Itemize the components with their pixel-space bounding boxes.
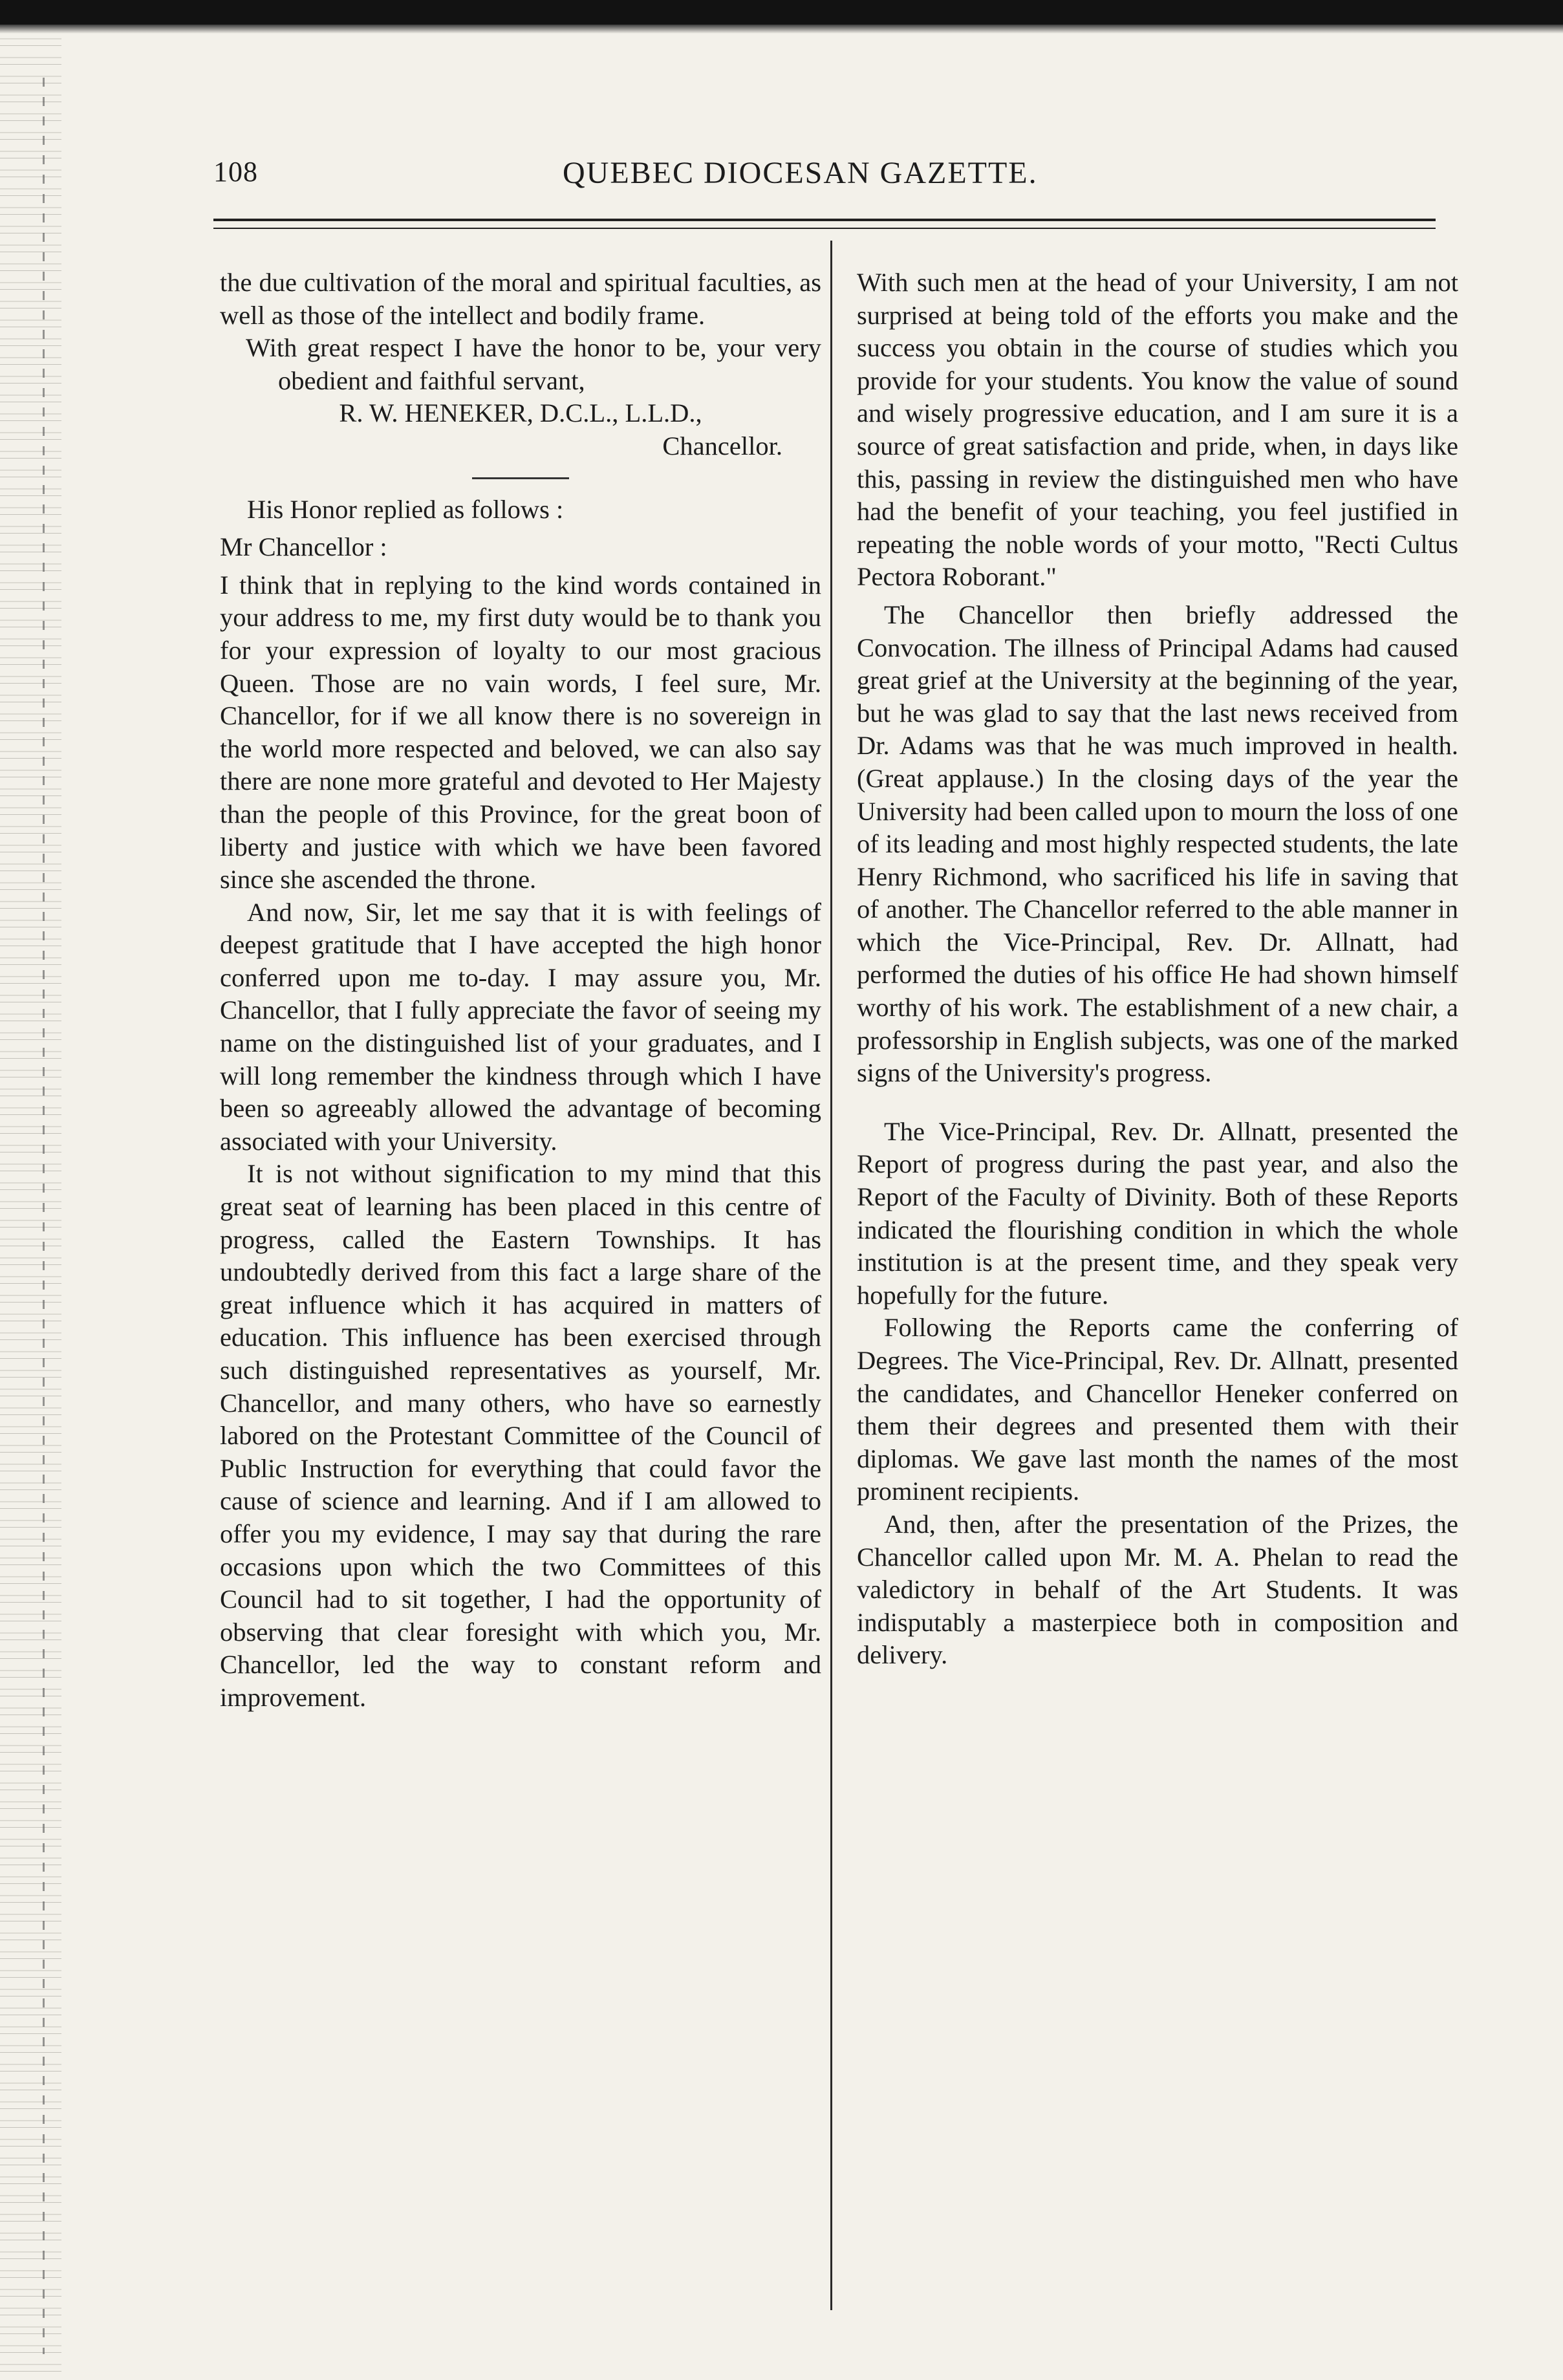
header-rule-thin	[213, 228, 1436, 229]
reply-paragraph-university: With such men at the head of your University, I am not surprised at being told of the efforts you make and the success you obtain in the course of studies which you provide for your students. You know the value of sound and wisely progressive education, and I am sure it is a source of great satisfaction and pride, when, in days like this, passing in review the distinguished men who have had the benefit of your teaching, you feel justified in repeating the noble words of your motto, "Recti Cultus Pectora Roborant."	[857, 268, 1458, 592]
left-column	[220, 266, 821, 1715]
spacer	[857, 1090, 1458, 1116]
paragraph-continuation: the due cultivation of the moral and spiritual faculties, as well as those of the intellect and bodily frame.	[220, 268, 821, 330]
vice-principal-report-paragraph: The Vice-Principal, Rev. Dr. Allnatt, presented the Report of progress during the past year, and also the Report of the Faculty of Divinity. Both of these Reports indicated the flourishing condition in which the whole institution is at the present time, and they speak very hopefully for the future.	[857, 1116, 1458, 1310]
section-separator	[472, 477, 569, 479]
conferring-degrees-paragraph: Following the Reports came the conferring of Degrees. The Vice-Principal, Rev. Dr. Allnatt, presented the candidates, and Chancellor Heneker conferred on them their degrees and presented them with their diplomas. We gave last month the names of the most prominent recipients.	[857, 1313, 1458, 1506]
chancellor-address-paragraph: The Chancellor then briefly addressed the Convocation. The illness of Principal Adams had caused great grief at the University at the beginning of the year, but he was glad to say that the last news received from Dr. Adams was that he was much improved in health. (Great applause.) In the closing days of the year the University had been called upon to mourn the loss of one of its leading and most highly respected students, the late Henry Richmond, who sacrificed his life in saving that of another. The Chancellor referred to the able manner in which the Vice-Principal, Rev. Dr. Allnatt, had performed the duties of his office He had shown himself worthy of his work. The establishment of a new chair, a professorship in English subjects, was one of the marked signs of the University's progress.	[857, 600, 1458, 1088]
spacer	[220, 564, 821, 569]
reply-intro: His Honor replied as follows :	[247, 494, 564, 524]
reply-paragraph-gratitude: And now, Sir, let me say that it is with feelings of deepest gratitude that I have accepted the high honor conferred upon me to-day. I may assure you, Mr. Chancellor, that I fully appreciate the favor of seeing my name on the distinguished list of your graduates, and I will long remember the kindness through which I have been so agreeably allowed the advantage of becoming associated with your University.	[220, 897, 821, 1156]
scan-left-margin-noise	[0, 34, 61, 2380]
scan-top-shadow	[0, 25, 1563, 34]
header-rule-thick	[213, 219, 1436, 221]
spacer	[857, 594, 1458, 599]
scan-binding-marks	[43, 78, 45, 2354]
signature-title: Chancellor.	[662, 431, 782, 460]
reply-paragraph-loyalty: I think that in replying to the kind words contained in your address to me, my first duty would be to thank you for your expression of loyalty to our most gracious Queen. Those are no vain words, I feel sure, Mr. Chancellor, for if we all know there is no sovereign in the world more respected and beloved, we can also say there are none more grateful and devoted to Her Majesty than the people of this Province, for the great boon of liberty and justice with which we have been favored since she ascended the throne.	[220, 570, 821, 894]
running-title: QUEBEC DIOCESAN GAZETTE.	[563, 156, 1038, 190]
page-header	[213, 155, 1442, 200]
signature-name: R. W. HENEKER, D.C.L., L.L.D.,	[339, 398, 702, 428]
right-column	[857, 266, 1458, 1672]
reply-paragraph-influence: It is not without signification to my mind that this great seat of learning has been placed in this centre of progress, called the Eastern Townships. It has undoubtedly derived from this fact a large share of the great influence which it has acquired in matters of education. This influence has been exercised through such distinguished representatives as yourself, Mr. Chancellor, and many others, who have so earnestly labored on the Protestant Committee of the Council of Public Instruction for everything that could favor the cause of science and learning. And if I am allowed to offer you my evidence, I may say that during the rare occasions upon which the two Committees of this Council had to sit together, I had the opportunity of observing that clear foresight with which you, Mr. Chancellor, led the way to constant reform and improvement.	[220, 1159, 821, 1712]
column-divider	[830, 241, 832, 2310]
page-number: 108	[213, 156, 258, 188]
spacer	[220, 526, 821, 531]
scan-top-edge	[0, 0, 1563, 25]
valedictory-paragraph: And, then, after the presentation of the Prizes, the Chancellor called upon Mr. M. A. Phelan to read the valedictory in behalf of the Art Students. It was indisputably a masterpiece both in composition and delivery.	[857, 1509, 1458, 1670]
closing-salutation: With great respect I have the honor to be, your very obedient and faithful servant,	[246, 333, 821, 395]
reply-salutation: Mr Chancellor :	[220, 532, 387, 562]
